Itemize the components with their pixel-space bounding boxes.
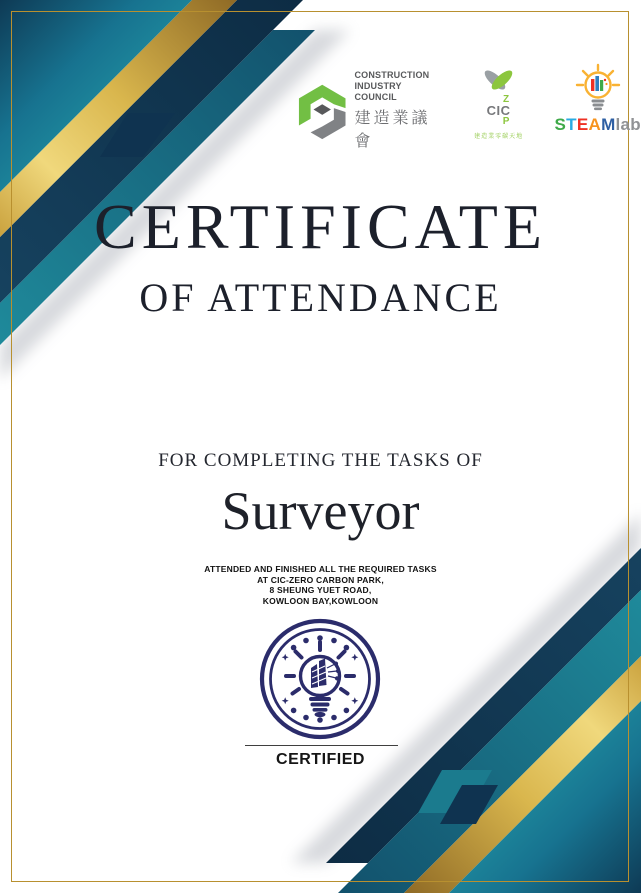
certified-label: CERTIFIED — [276, 751, 365, 768]
steam-letter-a: A — [588, 115, 602, 134]
steam-lab-suffix: lab — [615, 115, 641, 134]
certificate-subtitle: OF ATTENDANCE — [139, 275, 502, 320]
steamlab-wordmark — [555, 115, 641, 135]
steamlab-logo — [555, 62, 641, 135]
zcp-letters-cic: CIC — [486, 103, 511, 118]
steam-letter-e: E — [576, 115, 589, 134]
signature-line — [245, 745, 398, 746]
logo-row — [297, 62, 641, 151]
certified-seal-icon — [257, 616, 383, 742]
zcp-chinese: 建造業零碳天地 — [474, 133, 524, 140]
role-name: Surveyor — [221, 481, 420, 541]
cic-line2: INDUSTRY COUNCIL — [354, 81, 402, 102]
details-line-1: ATTENDED AND FINISHED ALL THE REQUIRED TASKS — [204, 564, 437, 574]
steam-letter-m: M — [601, 115, 616, 134]
details-block — [0, 564, 641, 606]
details-line-4: KOWLOON BAY,KOWLOON — [262, 595, 379, 606]
zcp-letter-p: P — [502, 116, 510, 127]
details-line-3: 8 SHEUNG YUET ROAD, — [269, 585, 372, 595]
cic-line1: CONSTRUCTION — [354, 70, 430, 80]
steamlab-bulb-icon — [574, 62, 622, 114]
zcp-logo — [463, 66, 535, 140]
zcp-leaves-icon — [480, 66, 518, 94]
cic-logo-text — [354, 70, 446, 151]
details-line-2: AT CIC-ZERO CARBON PARK, — [257, 574, 384, 585]
steam-letter-t: T — [566, 115, 577, 134]
certificate-title: CERTIFICATE — [94, 191, 547, 262]
cic-chinese: 建造業議會 — [354, 108, 431, 150]
zcp-wordmark — [487, 95, 511, 127]
steam-letter-s: S — [554, 115, 567, 134]
completion-line: FOR COMPLETING THE TASKS OF — [158, 450, 483, 471]
cic-cube-icon — [297, 82, 347, 140]
zcp-letter-z: Z — [503, 94, 510, 105]
cic-logo — [297, 70, 447, 151]
certified-seal — [257, 616, 383, 747]
